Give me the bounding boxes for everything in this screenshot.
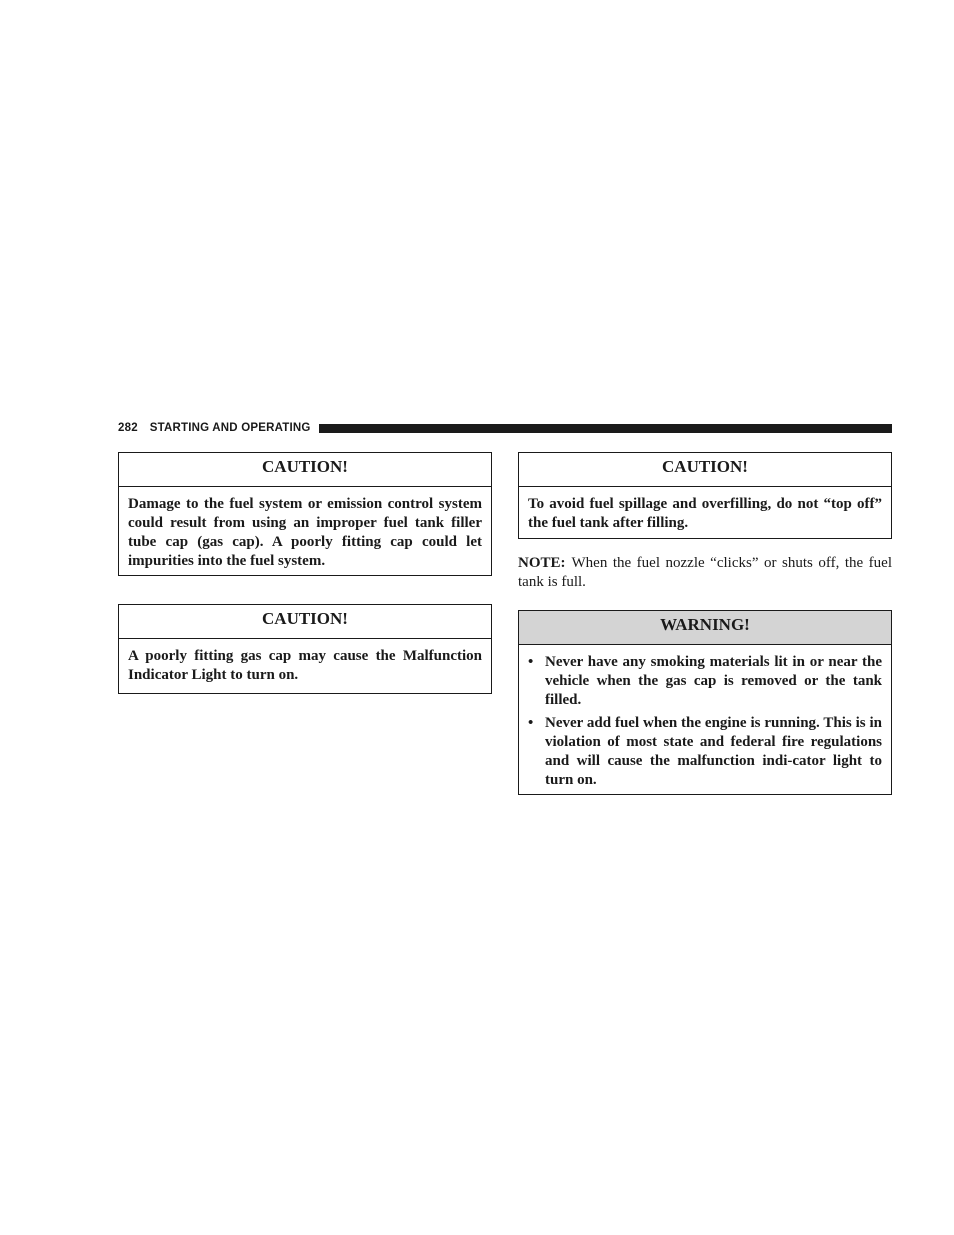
warning-list: [528, 653, 882, 790]
caution-box-top-off: [518, 452, 892, 539]
caution-title: CAUTION!: [119, 605, 491, 639]
note-text: When the fuel nozzle “clicks” or shuts off, the fuel tank is full.: [518, 555, 892, 590]
caution-box-fuel-system: [118, 452, 492, 576]
warning-body: [519, 645, 891, 802]
page-number: 282: [118, 422, 138, 434]
warning-item-text: Never have any smoking materials lit in or near the vehicle when the gas cap is removed or the tank filled.: [545, 654, 882, 708]
bullet-icon: •: [528, 715, 534, 731]
note-label: NOTE:: [518, 555, 566, 571]
caution-body: To avoid fuel spillage and overfilling, do not “top off” the fuel tank after filling.: [528, 496, 882, 531]
bullet-icon: •: [528, 654, 534, 670]
page-header: [118, 420, 892, 436]
warning-list-item: [528, 653, 882, 710]
note-paragraph: [518, 554, 892, 592]
caution-body: A poorly fitting gas cap may cause the Malfunction Indicator Light to turn on.: [128, 648, 482, 683]
warning-title: WARNING!: [519, 611, 891, 645]
warning-box: [518, 610, 892, 795]
warning-list-item: [528, 714, 882, 790]
caution-title: CAUTION!: [119, 453, 491, 487]
caution-title: CAUTION!: [519, 453, 891, 487]
caution-box-gas-cap: [118, 604, 492, 694]
caution-body: Damage to the fuel system or emission control system could result from using an improper fuel tank filler tube cap (gas cap). A poorly fitting cap could let impurities into the fuel system.: [128, 496, 482, 569]
section-title: STARTING AND OPERATING: [149, 422, 311, 434]
header-rule: [319, 424, 892, 433]
warning-item-text: Never add fuel when the engine is running. This is in violation of most state and federal fire regulations and will cause the malfunction indi-cator light to turn on.: [545, 715, 882, 788]
